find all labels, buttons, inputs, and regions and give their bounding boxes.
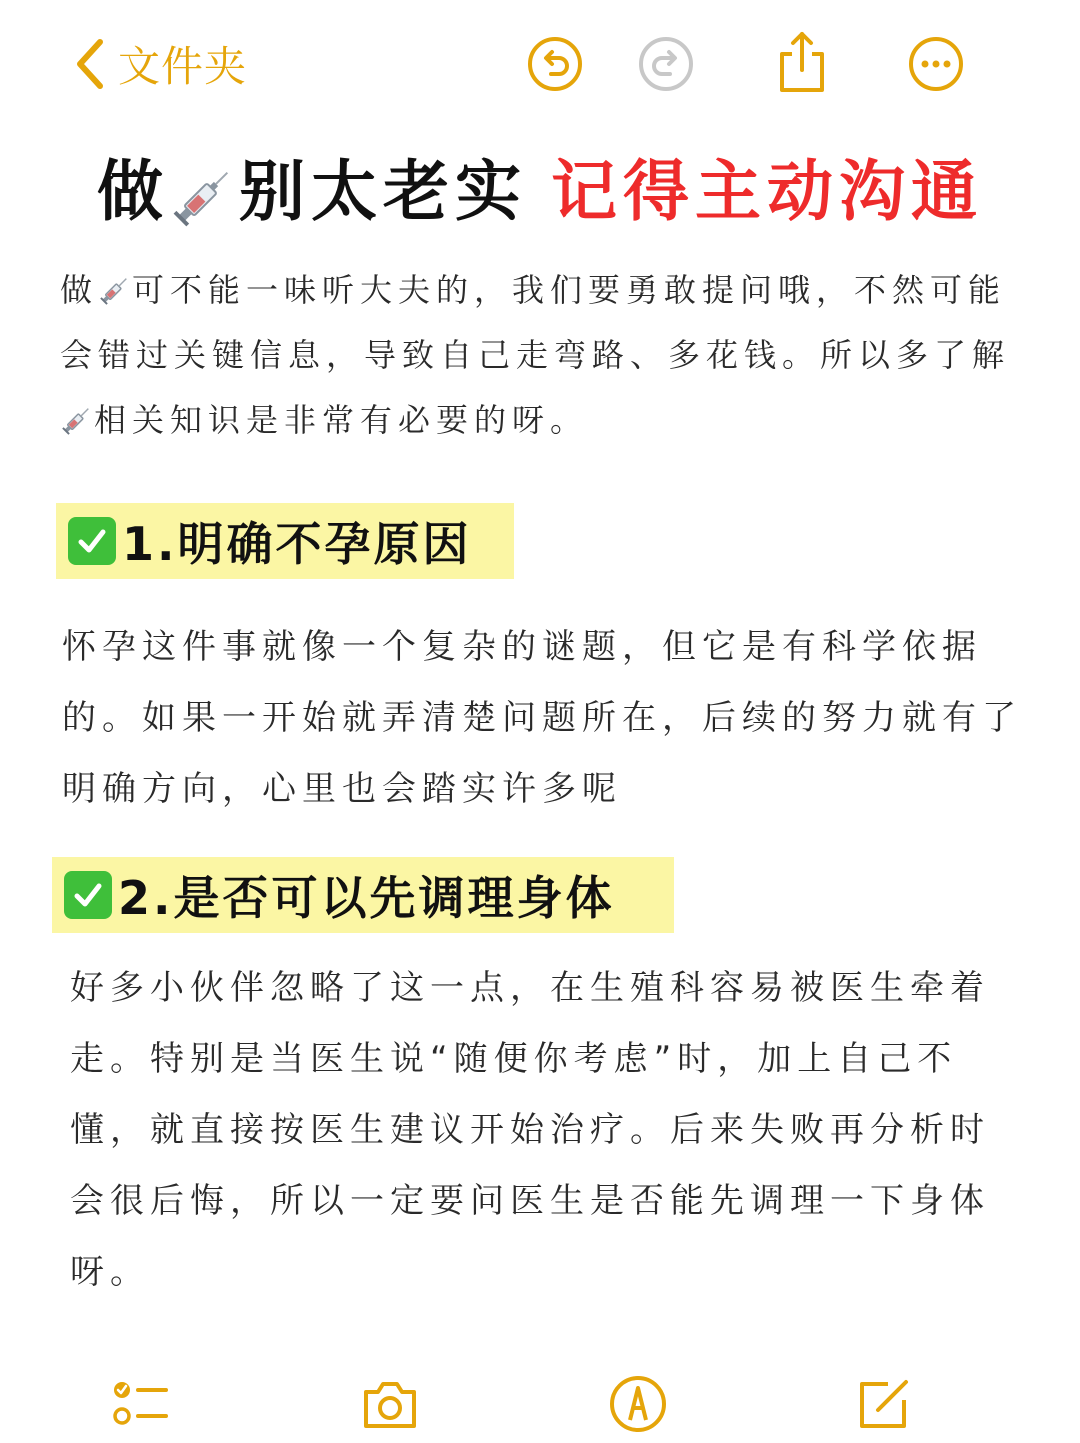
markup-pen-icon[interactable] xyxy=(608,1374,668,1434)
title-part2: 记得主动沟通 xyxy=(551,153,983,230)
more-icon[interactable] xyxy=(908,36,964,92)
note-title xyxy=(0,138,1080,233)
section-2-heading xyxy=(52,857,674,933)
intro-seg2: 可不能一味听大夫的，我们要勇敢提问哦，不然可能会错过关键信息，导致自己走弯路、多花钱。所以多了解 xyxy=(60,271,1011,374)
top-toolbar xyxy=(0,0,1080,130)
section-2-body: 好多小伙伴忽略了这一点，在生殖科容易被医生牵着走。特别是当医生说“随便你考虑”时，加上自己不懂，就直接按医生建议开始治疗。后来失败再分析时会很后悔，所以一定要问医生是否能先调理一下身体呀。 xyxy=(70,968,990,1292)
redo-icon[interactable] xyxy=(638,36,694,92)
back-button[interactable] xyxy=(74,34,247,94)
title-part1-before: 做 xyxy=(97,153,169,230)
section-1-heading xyxy=(56,503,514,579)
chevron-left-icon xyxy=(74,38,104,90)
check-mark-icon xyxy=(64,871,112,919)
section-1-heading-text: 1.明确不孕原因 xyxy=(122,517,472,571)
bottom-toolbar xyxy=(0,1360,1080,1443)
camera-icon[interactable] xyxy=(360,1374,420,1434)
title-part1-after: 别太老实 xyxy=(239,153,527,230)
section-1-body: 怀孕这件事就像一个复杂的谜题，但它是有科学依据的。如果一开始就弄清楚问题所在，后续的努力就有了明确方向，心里也会踏实许多呢 xyxy=(62,627,1022,809)
checklist-icon[interactable] xyxy=(110,1374,170,1434)
undo-icon[interactable] xyxy=(527,36,583,92)
syringe-icon xyxy=(60,403,94,437)
share-icon[interactable] xyxy=(774,30,830,94)
intro-paragraph xyxy=(60,258,1020,453)
back-label: 文件夹 xyxy=(118,42,248,91)
intro-seg1: 做 xyxy=(60,271,99,309)
section-2-heading-text: 2.是否可以先调理身体 xyxy=(118,871,615,925)
syringe-icon xyxy=(98,273,132,307)
compose-icon[interactable] xyxy=(854,1374,914,1434)
check-mark-icon xyxy=(68,517,116,565)
syringe-icon xyxy=(169,161,239,231)
intro-seg3: 相关知识是非常有必要的呀。 xyxy=(94,401,589,439)
